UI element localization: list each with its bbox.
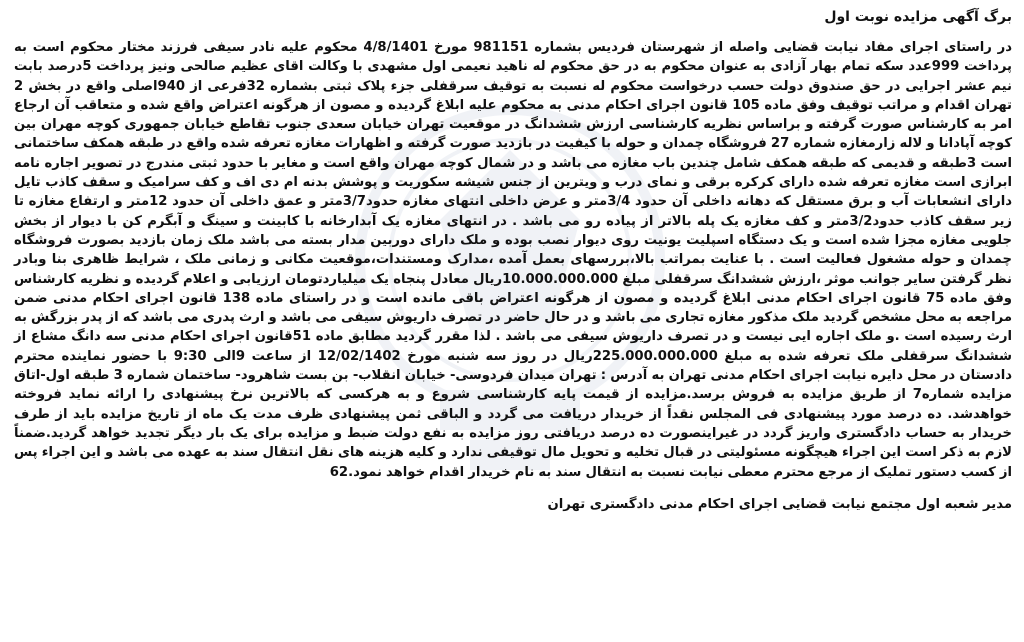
document-body: در راستای اجرای مفاد نیابت قضایی واصله از شهرستان فردیس بشماره 981151 مورخ 4/8/1401 محکوم علیه نادر سیفی فرزند مختار محکوم است به پرداخت 999عدد سکه تمام بهار آزادی به عنوان محکوم به در حق محکوم له ناهید نعیمی اول مشهدی با وکالت اقای عظیم صالحی ونیز پرداخت 5درصد بابت نیم عشر اجرایی در حق صندوق دولت حسب درخواست محکوم له نسبت به توقیف سرقفلی جزء پلاک ثبتی بشماره 32فرعی از 940اصلی واقع در بخش 2 تهران اقدام و مراتب توقیف وفق ماده 105 قانون اجرای احکام مدنی به محکوم علیه ابلاغ گردیده و مصون از هرگونه اعتراض واقع شده و متعاقب آن ارجاع امر به کارشناس صورت گرفته و براساس نظریه کارشناسی ارزش ششدانگ در موقعیت تهران خیابان سعدی جنوب تقاطع خیابان جمهوری کوچه مهران بین کوچه آپادانا و لاله زارمغازه شماره 27 فروشگاه چمدان و حوله با کیفیت در بازدید صورت گرفته و اظهارات مغازه تعرفه شده واقع در طبقه همکف ساختمانی است 3طبقه و قدیمی که طبقه همکف شامل چندین باب مغازه می باشد و در شمال کوچه مهران واقع است و مغایر با حدود ثبتی مندرج در تصویر اجاره نامه ابرازی است مغازه تعرفه شده دارای کرکره برقی و نمای درب و ویترین از جنس شیشه سکوریت و پوشش بدنه ام دی اف و کف سرامیک و سقف کاذب تایل دارای انشعابات آب و برق مستقل که دهانه داخلی آن حدود 3/4متر و عرض داخلی انتهای مغازه حدود3/7متر و عمق داخلی آن حدود 12متر و ارتفاع مغازه تا زیر سقف کاذب حدود3/2متر و کف مغازه یک پله بالاتر از پیاده رو می باشد . در انتهای مغازه یک آبدارخانه با کابینت و سینگ و آبگرم کن با دیوار از بخش جلویی مغازه مجزا شده است و یک دستگاه اسپلیت یونیت روی دیوار نصب بوده و ملک دارای دوربین مدار بسته می باشد ملک زمان بازدید بصورت فروشگاه چمدان و حوله مشغول فعالیت است . با عنایت بمراتب بالا،بررسهای بعمل آمده ،مدارک ومستندات،موقعیت مکانی و زمانی ملک ، شرایط ظاهری بنا وبادر نظر گرفتن سایر جوانب موثر ،ارزش ششدانگ سرقفلی مبلغ 10.000.000.000ریال معادل پنجاه یک میلیاردتومان ارزیابی و اعلام گردیده و نظریه کارشناس وفق ماده 75 قانون اجرای احکام مدنی ابلاغ گردیده و مصون از هرگونه اعتراض باقی مانده است و در راستای ماده 138 قانون اجرای احکام مدنی ضمن مراجعه به محل مشخص گردید ملک مذکور مغازه تجاری می باشد و در حال حاضر در تصرف داریوش سیفی می باشد و ارث پدری می باشد که از پدر بزرگش به ارث رسیده است .و ملک اجاره ایی نیست و در تصرف داریوش سیفی می باشد . لذا مقرر گردید مطابق ماده 51قانون اجرای احکام مدنی سه دانگ مشاع از ششدانگ سرقفلی ملک تعرفه شده به مبلغ 225.000.000.000ریال در روز سه شنبه مورخ 12/02/1402 از ساعت 9الی 9:30 با حضور نماینده محترم دادستان در محل دایره نیابت اجرای احکام مدنی تهران به آدرس : تهران میدان فردوسی- خیابان انقلاب- بن بست شاهرود- ساختمان شماره 3 طبقه اول-اتاق مزایده شماره7 از طریق مزایده به فروش برسد.مزایده از قیمت پایه کارشناسی شروع و به هرکسی که بالاترین نرخ پیشنهادی را ارائه نماید فروخته خواهدشد. ده درصد مورد پیشنهادی فی المجلس نقداً از خریدار دریافت می گردد و الباقی ثمن پیشنهادی ظرف مدت یک ماه از تاریخ مزایده باید از طرف خریدار به حساب دادگستری واریز گردد در غیراینصورت ده درصد دریافتی روز مزایده به نفع دولت ضبط و مزایده برای یک بار دیگر تجدید خواهد گردید.ضمناً لازم به ذکر است این اجراء هیچگونه مسئولیتی در قبال تخلیه و تحویل مال توقیفی ندارد و کلیه هزینه های نقل انتقال سند به عهده می باشد و این اجراء پس از کسب دستور تملیک از مرجع محترم معطی نیابت نسبت به انتقال سند به نام خریدار اقدام خواهد نمود.62: [14, 40, 1013, 480]
document-signature: مدیر شعبه اول مجتمع نیابت قضایی اجرای احکام مدنی دادگستری تهران: [547, 496, 1012, 512]
announcement-document: [14, 8, 1012, 514]
document-title: برگ آگهی مزایده نوبت اول: [824, 9, 1012, 25]
